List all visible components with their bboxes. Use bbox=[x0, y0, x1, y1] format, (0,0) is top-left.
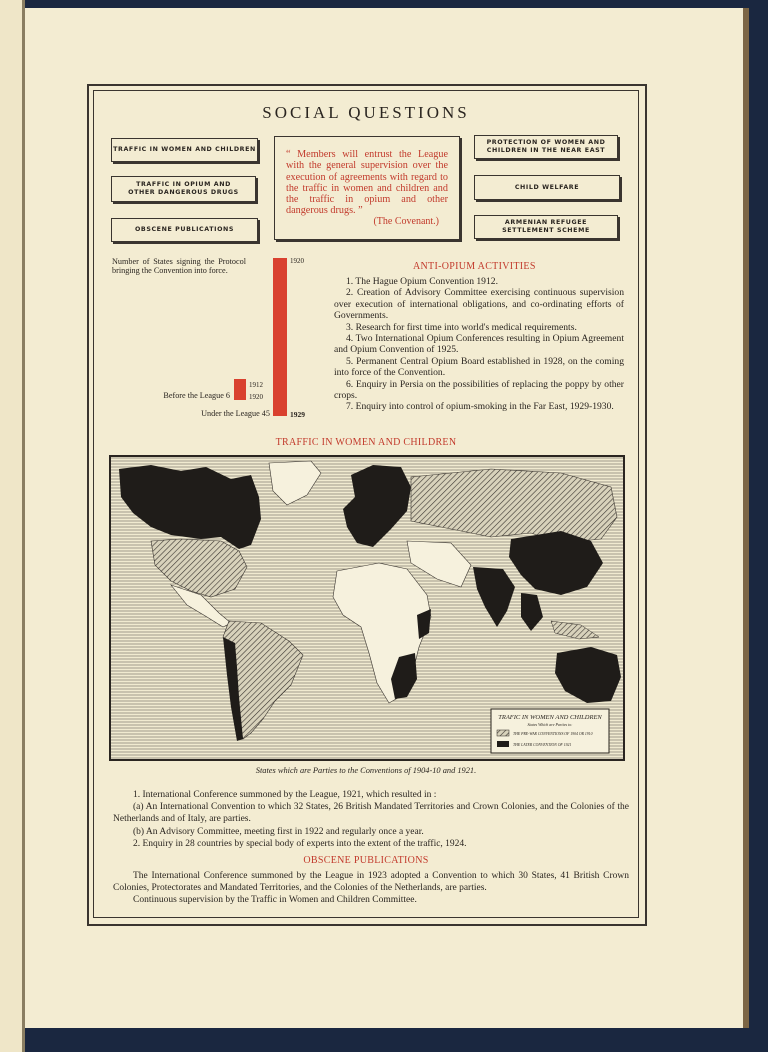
map-legend-item2: THE LATER CONVENTION OF 1921 bbox=[513, 743, 572, 747]
traffic-paragraph: (b) An Advisory Committee, meeting first in 1922 and regularly once a year. bbox=[133, 826, 424, 837]
box-protection-near-east: PROTECTION OF WOMEN AND CHILDREN IN THE NEAR EAST bbox=[474, 135, 618, 159]
anti-opium-item: 3. Research for first time into world's medical requirements. bbox=[346, 321, 577, 333]
box-traffic-opium: TRAFFIC IN OPIUM AND OTHER DANGEROUS DRUGS bbox=[111, 176, 256, 202]
page-edge bbox=[743, 8, 749, 1028]
chart-year-top: 1920 bbox=[290, 257, 304, 265]
anti-opium-item: 4. Two International Opium Conferences resulting in Opium Agreement and Opium Convention of 1925. bbox=[334, 333, 624, 356]
world-map-illustration bbox=[111, 457, 623, 759]
anti-opium-item: 1. The Hague Opium Convention 1912. bbox=[346, 276, 498, 287]
anti-opium-list bbox=[334, 276, 624, 413]
obscene-heading: OBSCENE PUBLICATIONS bbox=[303, 855, 429, 866]
world-map bbox=[109, 455, 625, 761]
anti-opium-item: 2. Creation of Advisory Committee exercising continuous supervision over execution of international obligations, and co-ordinating efforts of Governments. bbox=[334, 287, 624, 322]
traffic-heading: TRAFFIC IN WOMEN AND CHILDREN bbox=[275, 437, 457, 448]
map-legend-item1: THE PRE-WAR CONVENTIONS OF 1904 OR 1910 bbox=[513, 732, 593, 736]
chart-year-1912: 1912 bbox=[249, 381, 263, 389]
box-child-welfare: CHILD WELFARE bbox=[474, 175, 620, 200]
box-armenian-refugee: ARMENIAN REFUGEE SETTLEMENT SCHEME bbox=[474, 215, 618, 239]
legend-swatch-hatched bbox=[497, 730, 509, 736]
anti-opium-item: 6. Enquiry in Persia on the possibilities of replacing the poppy by other crops. bbox=[334, 378, 624, 402]
page-title: SOCIAL QUESTIONS bbox=[262, 103, 470, 122]
traffic-paragraph: 1. International Conference summoned by the League, 1921, which resulted in : bbox=[133, 790, 437, 800]
box-obscene-publications: OBSCENE PUBLICATIONS bbox=[111, 218, 258, 242]
legend-swatch-dark bbox=[497, 741, 509, 747]
book-spine bbox=[0, 0, 23, 1052]
obscene-paragraph: Continuous supervision by the Traffic in Women and Children Committee. bbox=[133, 895, 417, 906]
covenant-quote-source: (The Covenant.) bbox=[373, 216, 439, 227]
map-legend-subtitle: States Which are Parties to: bbox=[527, 722, 573, 727]
map-caption: States which are Parties to the Conventions of 1904-10 and 1921. bbox=[255, 766, 477, 775]
covenant-quote-text: “ Members will entrust the League with the general supervision over the execution of agreements with regard to the traffic in women and children and the traffic in opium and other dangerous drugs. ” bbox=[286, 149, 448, 217]
obscene-paragraph: The International Conference summoned by the League in 1923 adopted a Convention to which 30 States, 41 British Crown Colonies, Protectorates and Mandated Territories, and the Colonies of the Netherlands, are parties. bbox=[113, 871, 629, 894]
obscene-paragraphs bbox=[113, 870, 629, 907]
chart-bar-before-league bbox=[234, 379, 246, 400]
chart-year-1929: 1929 bbox=[290, 410, 305, 419]
chart-bar-under-league bbox=[273, 258, 287, 416]
map-legend-title: TRAFIC IN WOMEN AND CHILDREN bbox=[498, 714, 602, 721]
chart-label-under-league: Under the League 45 bbox=[201, 409, 270, 418]
anti-opium-item: 7. Enquiry into control of opium-smoking in the Far East, 1929-1930. bbox=[346, 401, 614, 413]
traffic-paragraph: 2. Enquiry in 28 countries by special body of experts into the extent of the traffic, 1924. bbox=[133, 838, 467, 849]
chart-label-before-league: Before the League 6 bbox=[163, 391, 230, 400]
covenant-quote-box bbox=[274, 136, 460, 240]
traffic-paragraphs bbox=[113, 789, 629, 850]
chart-year-1920: 1920 bbox=[249, 393, 263, 401]
anti-opium-heading: ANTI-OPIUM ACTIVITIES bbox=[413, 261, 536, 272]
chart-title: Number of States signing the Protocol bringing the Convention into force. bbox=[112, 257, 246, 275]
box-traffic-women: TRAFFIC IN WOMEN AND CHILDREN bbox=[111, 138, 258, 162]
anti-opium-item: 5. Permanent Central Opium Board established in 1928, on the coming into force of the Convention. bbox=[334, 355, 624, 379]
traffic-paragraph: (a) An International Convention to which 32 States, 26 British Mandated Territories and Crown Colonies, and the Colonies of the Netherlands and of Italy, are parties. bbox=[113, 802, 629, 825]
